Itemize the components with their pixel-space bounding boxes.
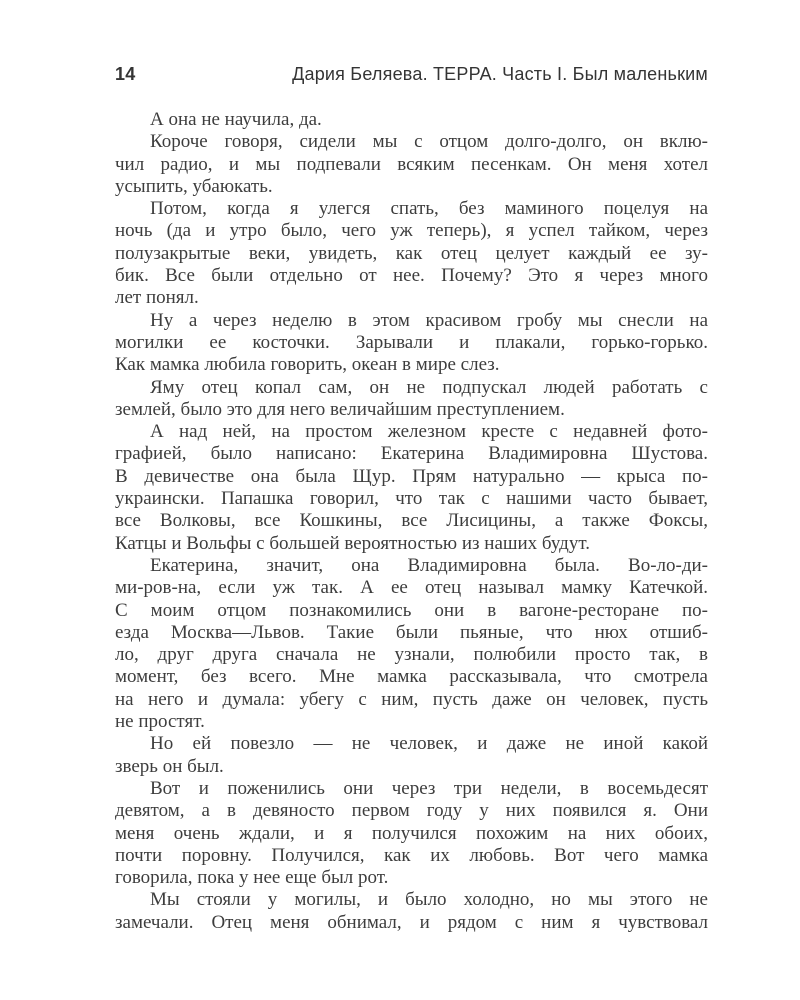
text-line: почти поровну. Получился, как их любовь. Вот чего мамка: [115, 844, 708, 866]
text-line: Потом, когда я улегся спать, без маминого поцелуя на: [150, 198, 708, 220]
text-line: Яму отец копал сам, он не подпускал людей работать с: [150, 376, 708, 398]
text-line: могилки ее косточки. Зарывали и плакали, горько-горько.: [115, 331, 708, 353]
text-line: украински. Папашка говорил, что так с нашими часто бывает,: [115, 488, 708, 510]
text-line: В девичестве она была Щур. Прям натурально — крыса по-: [115, 465, 708, 487]
text-line: Мы стояли у могилы, и было холодно, но мы этого не: [150, 889, 708, 911]
text-line: чил радио, и мы подпевали всяким песенкам. Он меня хотел: [115, 153, 708, 175]
text-line: девятом, а в девяносто первом году у них появился я. Они: [115, 800, 708, 822]
text-line: езда Москва—Львов. Такие были пьяные, что нюх отшиб-: [115, 621, 708, 643]
text-line: Вот и поженились они через три недели, в восемьдесят: [150, 777, 708, 799]
text-line: Короче говоря, сидели мы с отцом долго-долго, он вклю-: [150, 131, 708, 153]
text-line: бик. Все были отдельно от нее. Почему? Это я через много: [115, 265, 708, 287]
text-line: графией, было написано: Екатерина Владимировна Шустова.: [115, 443, 708, 465]
text-line: Ну а через неделю в этом красивом гробу мы снесли на: [150, 309, 708, 331]
text-line: Но ей повезло — не человек, и даже не иной какой: [150, 733, 708, 755]
text-line: А она не научила, да.: [150, 109, 322, 130]
text-line: все Волковы, все Кошкины, все Лисицины, а также Фоксы,: [115, 510, 708, 532]
text-line: момент, без всего. Мне мамка рассказывала, что смотрела: [115, 666, 708, 688]
text-line: ло, друг друга сначала не узнали, полюбили просто так, в: [115, 644, 708, 666]
text-line: зверь он был.: [115, 755, 224, 777]
page-header: [115, 64, 708, 85]
text-line: замечали. Отец меня обнимал, и рядом с ним я чувствовал: [115, 911, 708, 933]
text-line: ми-ров-на, если уж так. А ее отец называл мамку Катечкой.: [115, 577, 708, 599]
text-line: усыпить, убаюкать.: [115, 175, 273, 197]
text-line: полузакрытые веки, увидеть, как отец целует каждый ее зу-: [115, 242, 708, 264]
text-line: Катцы и Вольфы с большей вероятностью из наших будут.: [115, 532, 590, 554]
text-line: А над ней, на простом железном кресте с недавней фото-: [150, 421, 708, 443]
text-line: Екатерина, значит, она Владимировна была. Во-ло-ди-: [150, 554, 708, 576]
text-line: лет понял.: [115, 287, 199, 309]
text-line: землей, было это для него величайшим преступлением.: [115, 398, 565, 420]
text-line: не простят.: [115, 711, 205, 733]
page-body: [115, 109, 708, 934]
page-number: 14: [115, 64, 136, 84]
text-line: С моим отцом познакомились они в вагоне-ресторане по-: [115, 599, 708, 621]
text-line: меня очень ждали, и я получился похожим на них обоих,: [115, 822, 708, 844]
text-line: на него и думала: убегу с ним, пусть даже он человек, пусть: [115, 688, 708, 710]
running-title: Дария Беляева. ТЕРРА. Часть I. Был маленьким: [292, 64, 708, 84]
text-line: ночь (да и утро было, чего уж теперь), я успел тайком, через: [115, 220, 708, 242]
text-line: Как мамка любила говорить, океан в мире слез.: [115, 354, 500, 376]
text-line: говорила, пока у нее еще был рот.: [115, 867, 389, 889]
